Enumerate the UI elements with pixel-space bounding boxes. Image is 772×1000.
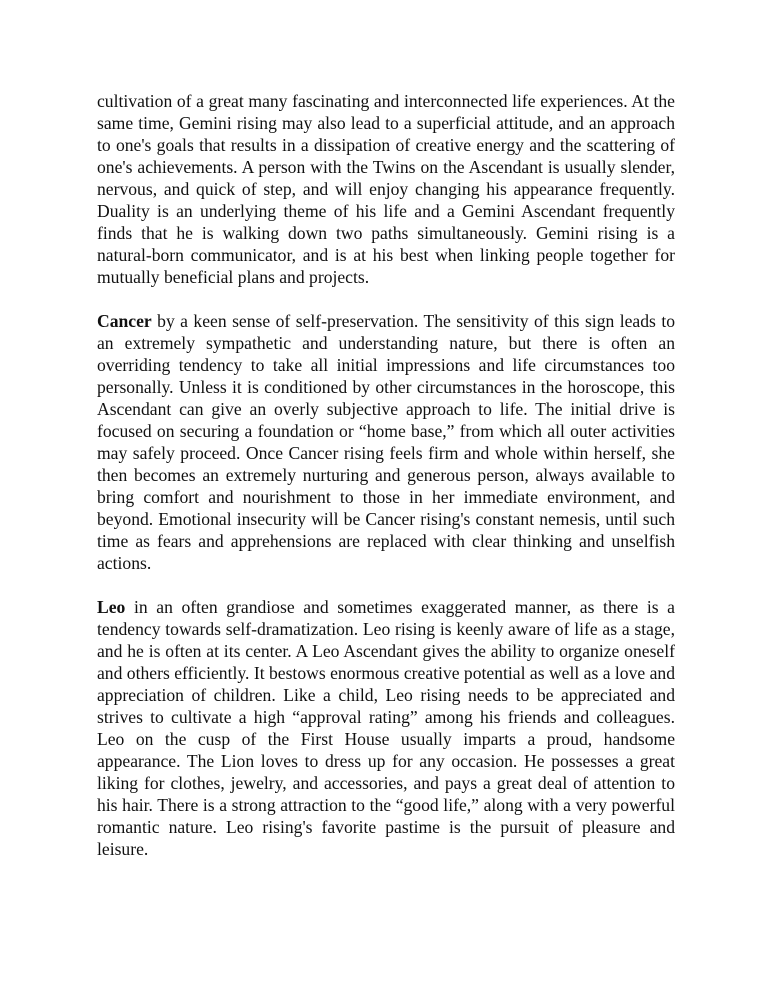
paragraph-leo <box>97 596 675 860</box>
paragraph-gemini <box>97 90 675 288</box>
document-page <box>97 90 675 882</box>
paragraph-text: in an often grandiose and sometimes exaggerated manner, as there is a tendency towards self-dramatization. Leo rising is keenly aware of life as a stage, and he is often at its center. A Leo Ascendant gives the ability to organize oneself and others efficiently. It bestows enormous creative potential as well as a love and appreciation of children. Like a child, Leo rising needs to be appreciated and strives to cultivate a high “approval rating” among his friends and colleagues. Leo on the cusp of the First House usually imparts a proud, handsome appearance. The Lion loves to dress up for any occasion. He possesses a great liking for clothes, jewelry, and accessories, and pays a great deal of attention to his hair. There is a strong attraction to the “good life,” along with a very powerful romantic nature. Leo rising's favorite pastime is the pursuit of pleasure and leisure. <box>97 597 675 859</box>
paragraph-text: cultivation of a great many fascinating and interconnected life experiences. At the same time, Gemini rising may also lead to a superficial attitude, and an approach to one's goals that results in a dissipation of creative energy and the scattering of one's achievements. A person with the Twins on the Ascendant is usually slender, nervous, and quick of step, and will enjoy changing his appearance frequently. Duality is an underlying theme of his life and a Gemini Ascendant frequently finds that he is walking down two paths simultaneously. Gemini rising is a natural-born communicator, and is at his best when linking people together for mutually beneficial plans and projects. <box>97 91 675 287</box>
paragraph-cancer <box>97 310 675 574</box>
paragraph-lead-cancer: Cancer <box>97 311 152 331</box>
paragraph-lead-leo: Leo <box>97 597 126 617</box>
paragraph-text: by a keen sense of self-preservation. The sensitivity of this sign leads to an extremely sympathetic and understanding nature, but there is often an overriding tendency to take all initial impressions and life circumstances too personally. Unless it is conditioned by other circumstances in the horoscope, this Ascendant can give an overly subjective approach to life. The initial drive is focused on securing a foundation or “home base,” from which all outer activities may safely proceed. Once Cancer rising feels firm and whole within herself, she then becomes an extremely nurturing and generous person, always available to bring comfort and nourishment to those in her immediate environment, and beyond. Emotional insecurity will be Cancer rising's constant nemesis, until such time as fears and apprehensions are replaced with clear thinking and unselfish actions. <box>97 311 675 573</box>
